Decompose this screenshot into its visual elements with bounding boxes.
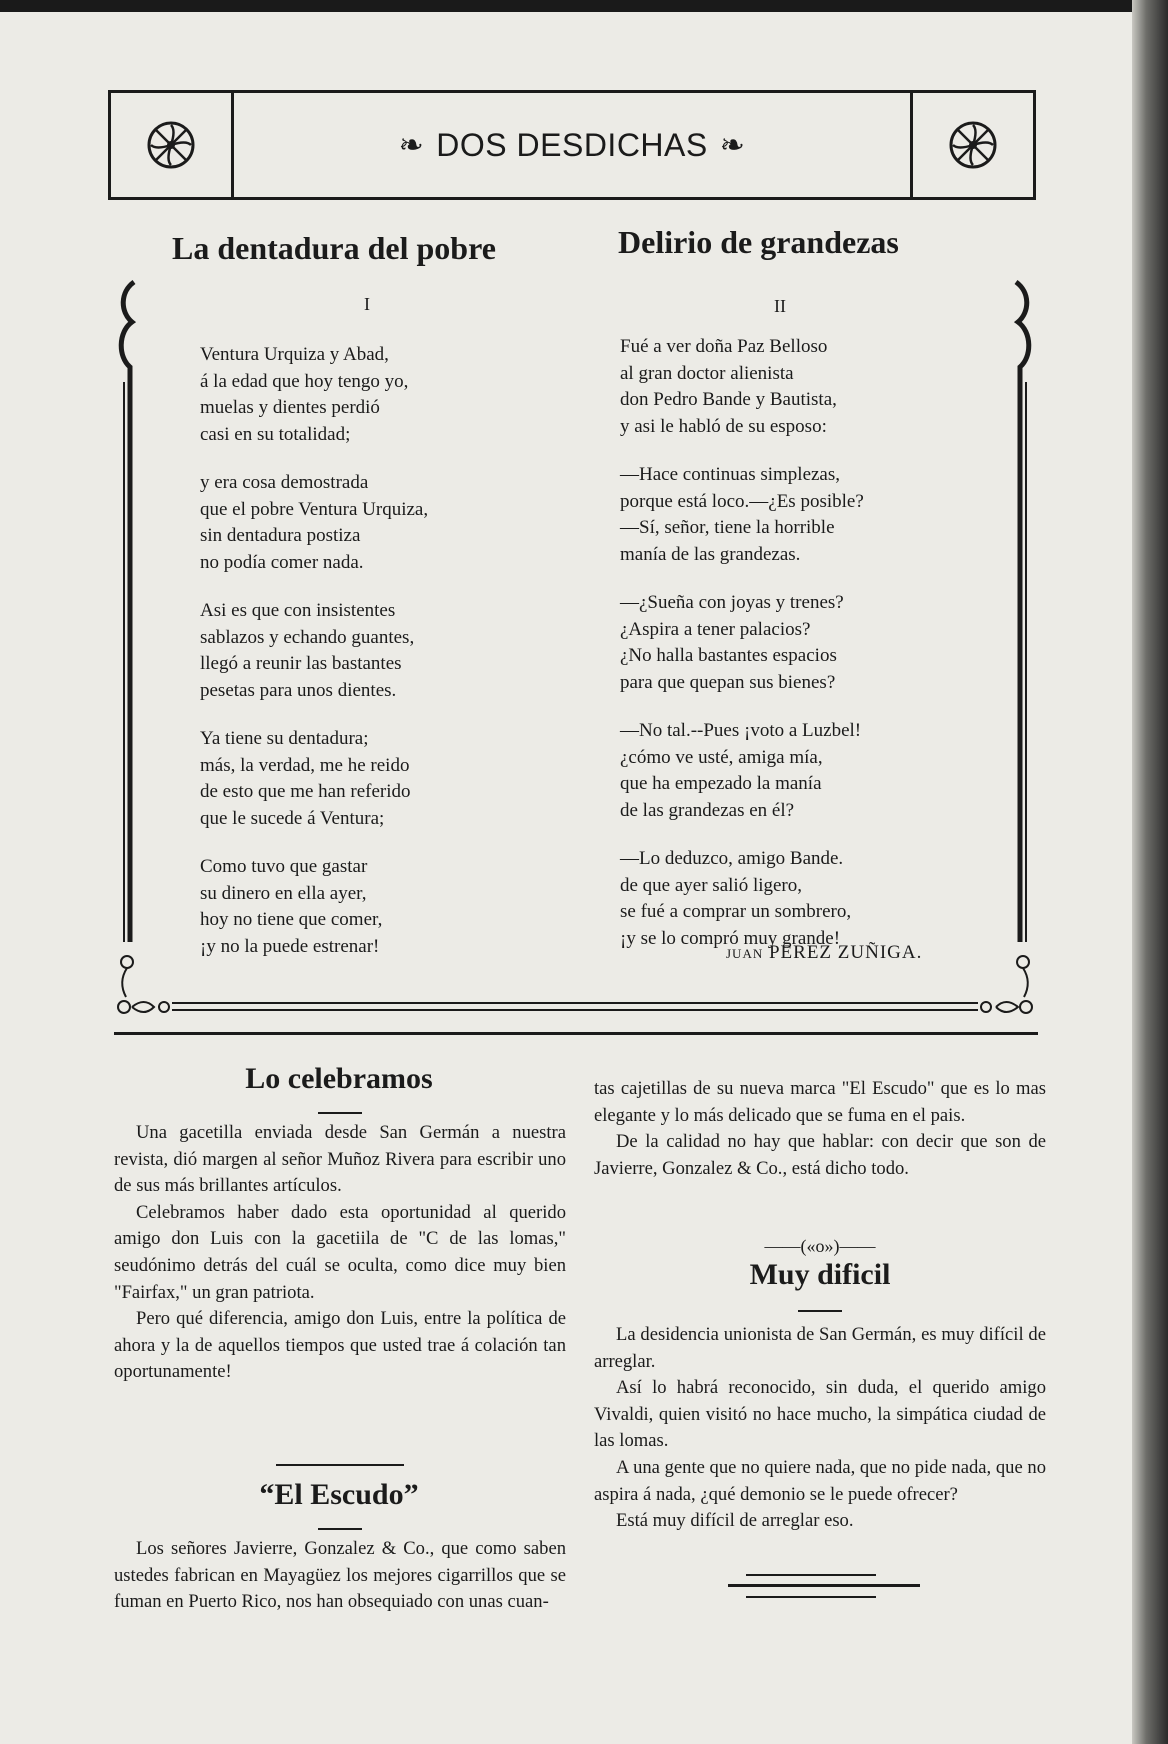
verse-line: Asi es que con insistentes	[200, 600, 396, 621]
book-spine	[1132, 0, 1168, 1744]
verse-line: de esto que me han referido	[200, 781, 411, 802]
verse-line: don Pedro Bande y Bautista,	[620, 389, 837, 410]
author-surname: PEREZ ZUÑIGA.	[768, 942, 923, 963]
article-body-continued	[594, 1076, 1046, 1182]
verse-line: ¡y se lo compró muy grande!	[620, 927, 841, 949]
verse-line: que le sucede á Ventura;	[200, 807, 385, 829]
article-paragraph: Está muy difícil de arreglar eso.	[616, 1510, 854, 1532]
rosette-icon	[146, 120, 196, 170]
poem-body	[200, 342, 530, 982]
verse-line: y asi le habló de su esposo:	[620, 415, 827, 437]
verse-line: casi en su totalidad;	[200, 423, 351, 445]
header-title-row	[231, 93, 913, 197]
verse-line: y era cosa demostrada	[200, 472, 369, 493]
verse-line: á la edad que hoy tengo yo,	[200, 370, 409, 392]
title-rule	[318, 1528, 362, 1530]
poem-stanza	[200, 598, 530, 704]
article-title: Lo celebramos	[245, 1062, 433, 1095]
verse-line: Como tuvo que gastar	[200, 856, 368, 877]
verse-line: ¿Aspira a tener palacios?	[620, 618, 811, 640]
section-divider	[114, 1032, 1038, 1035]
verse-line: —¿Sueña con joyas y trenes?	[620, 592, 844, 613]
header-right-cell	[910, 93, 1033, 197]
verse-line: pesetas para unos dientes.	[200, 679, 397, 701]
header-left-cell	[111, 93, 234, 197]
ornamental-separator: ——(«o»)——	[764, 1236, 876, 1256]
verse-line: Fué a ver doña Paz Belloso	[620, 336, 828, 357]
poem-stanza	[200, 726, 530, 832]
article-paragraph: La desidencia unionista de San Germán, es muy difícil de arreglar.	[594, 1324, 1046, 1372]
article-body	[114, 1536, 566, 1616]
end-rule	[746, 1574, 876, 1576]
verse-line: —No tal.--Pues ¡voto a Luzbel!	[620, 720, 862, 741]
verse-line: —Hace continuas simplezas,	[620, 464, 841, 485]
verse-line: que ha empezado la manía	[620, 773, 822, 794]
article-title: Muy dificil	[749, 1258, 891, 1291]
magazine-page	[0, 12, 1132, 1744]
verse-line: no podía comer nada.	[200, 551, 364, 573]
poem-numeral: I	[364, 294, 370, 314]
poem-stanza	[620, 334, 980, 440]
section-title: DOS DESDICHAS	[436, 126, 708, 163]
article-paragraph: Pero qué diferencia, amigo don Luis, entre la política de ahora y la de aquellos tiempos que usted trae á colación tan oportunamente!	[114, 1308, 566, 1383]
verse-line: llegó a reunir las bastantes	[200, 653, 402, 674]
article-rule	[276, 1464, 404, 1466]
fleuron-icon: ❧	[398, 128, 425, 162]
poem-author	[726, 942, 922, 964]
title-rule	[798, 1310, 842, 1312]
article-title: “El Escudo”	[259, 1478, 419, 1511]
article-paragraph: Celebramos haber dado esta oportunidad al querido amigo don Luis con la gacetiila de "C de las lomas," seudónimo detrás del cuál se oculta, como dice muy bien "Fairfax," un gran patriota.	[114, 1201, 566, 1303]
poem-title: La dentadura del pobre	[172, 230, 496, 266]
section-header	[108, 90, 1036, 200]
poem-title: Delirio de grandezas	[618, 224, 899, 260]
rosette-icon	[948, 120, 998, 170]
article-paragraph: Así lo habrá reconocido, sin duda, el querido amigo Vivaldi, quien visitó no hace mucho, la simpática ciudad de las lomas.	[594, 1377, 1046, 1452]
article-paragraph: Una gacetilla enviada desde San Germán a nuestra revista, dió margen al señor Muñoz Rivera para escribir uno de sus más brillantes artículos.	[114, 1122, 566, 1197]
verse-line: ¿No halla bastantes espacios	[620, 645, 837, 666]
fleuron-icon: ❧	[719, 128, 746, 162]
author-first-name: JUAN	[726, 946, 764, 961]
verse-line: porque está loco.—¿Es posible?	[620, 490, 864, 512]
poem-numeral: II	[774, 296, 786, 316]
verse-line: ¿cómo ve usté, amiga mía,	[620, 746, 823, 768]
poem-body	[620, 334, 980, 974]
title-rule	[318, 1112, 362, 1114]
verse-line: muelas y dientes perdió	[200, 397, 380, 418]
verse-line: más, la verdad, me he reido	[200, 754, 410, 776]
verse-line: al gran doctor alienista	[620, 362, 794, 384]
verse-line: ¡y no la puede estrenar!	[200, 935, 380, 957]
article-body	[114, 1120, 566, 1386]
poem-stanza	[200, 854, 530, 960]
verse-line: hoy no tiene que comer,	[200, 909, 383, 930]
verse-line: sablazos y echando guantes,	[200, 626, 415, 648]
poem-stanza	[620, 462, 980, 568]
verse-line: Ventura Urquiza y Abad,	[200, 344, 389, 365]
verse-line: manía de las grandezas.	[620, 543, 801, 565]
end-rule	[728, 1584, 920, 1587]
article-paragraph: tas cajetillas de su nueva marca "El Escudo" que es lo mas elegante y lo más delicado que se fuma en el pais.	[594, 1078, 1046, 1126]
article-paragraph: A una gente que no quiere nada, que no pide nada, que no aspira á nada, ¿qué demonio se le puede ofrecer?	[594, 1456, 1046, 1505]
verse-line: de que ayer salió ligero,	[620, 874, 803, 896]
article-body	[594, 1322, 1046, 1535]
verse-line: —Lo deduzco, amigo Bande.	[620, 848, 844, 869]
poem-stanza	[620, 846, 980, 952]
article-paragraph: De la calidad no hay que hablar: con decir que son de Javierre, Gonzalez & Co., está dicho todo.	[594, 1131, 1046, 1179]
verse-line: Ya tiene su dentadura;	[200, 728, 369, 749]
poem-stanza	[200, 470, 530, 576]
verse-line: se fué a comprar un sombrero,	[620, 901, 852, 922]
verse-line: de las grandezas en él?	[620, 799, 795, 821]
poem-stanza	[620, 718, 980, 824]
verse-line: sin dentadura postiza	[200, 525, 361, 546]
verse-line: su dinero en ella ayer,	[200, 882, 367, 904]
verse-line: —Sí, señor, tiene la horrible	[620, 517, 835, 538]
poem-stanza	[200, 342, 530, 448]
poem-stanza	[620, 590, 980, 696]
verse-line: que el pobre Ventura Urquiza,	[200, 498, 429, 520]
article-paragraph: Los señores Javierre, Gonzalez & Co., que como saben ustedes fabrican en Mayagüez los mejores cigarrillos que se fuman en Puerto Rico, nos han obsequiado con unas cuan-	[114, 1538, 566, 1613]
verse-line: para que quepan sus bienes?	[620, 671, 836, 693]
end-rule	[746, 1596, 876, 1598]
